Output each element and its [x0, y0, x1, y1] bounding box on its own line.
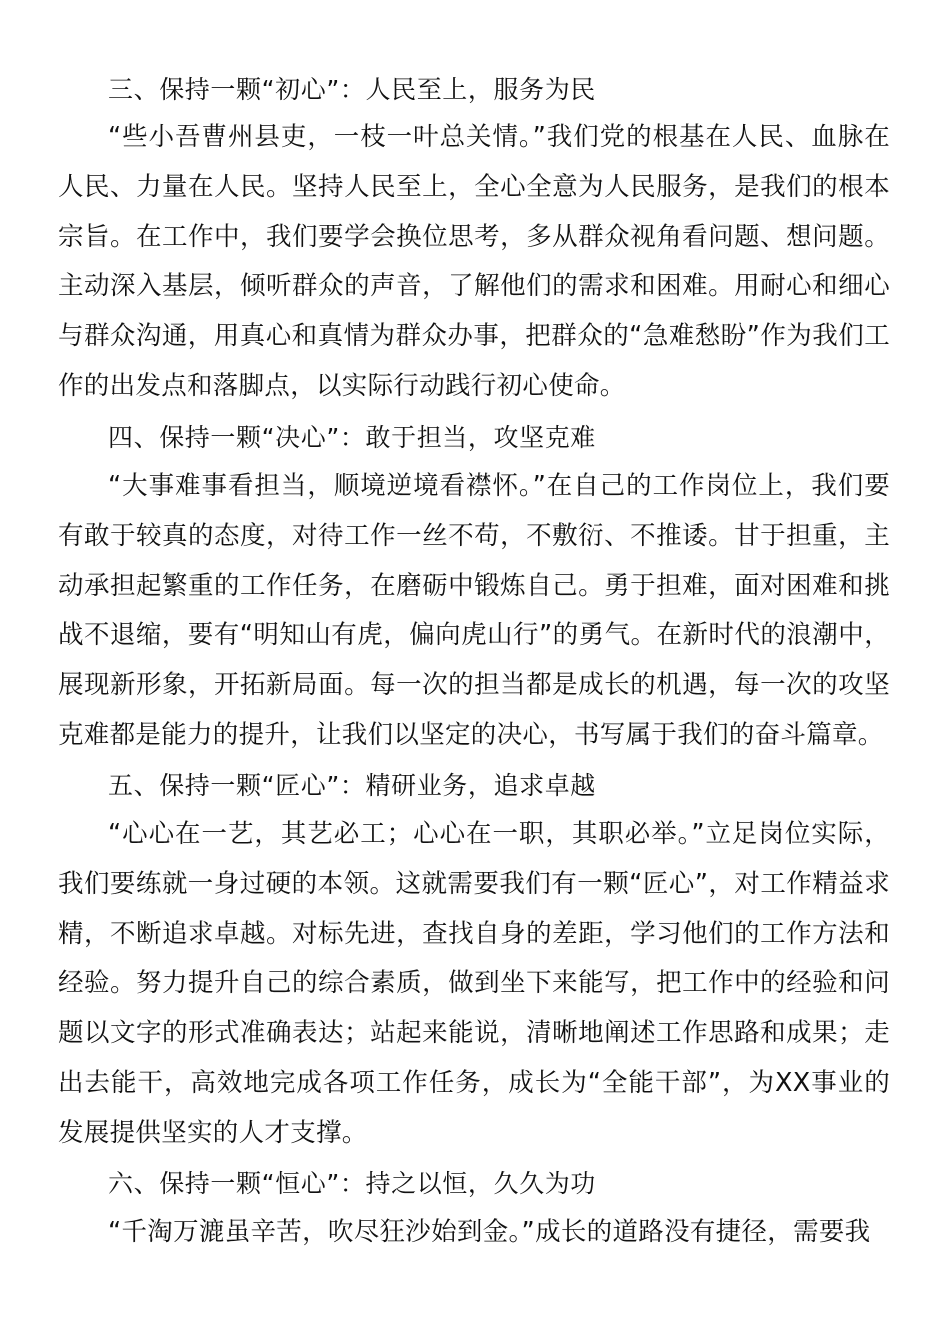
section-heading-5: 五、保持一颗“匠心”：精研业务，追求卓越	[108, 771, 596, 800]
section-paragraph-4: “大事难事看担当，顺境逆境看襟怀。”在自己的工作岗位上，我们要有敢于较真的态度，对待工作一丝不苟，不敷衍、不推诿。甘于担重，主动承担起繁重的工作任务，在磨砺中锻炼自己。勇于担难，面对困难和挑战不退缩，要有“明知山有虎，偏向虎山行”的勇气。在新时代的浪潮中，展现新形象，开拓新局面。每一次的担当都是成长的机遇，每一次的攻坚克难都是能力的提升，让我们以坚定的决心，书写属于我们的奋斗篇章。	[58, 471, 890, 750]
section-paragraph-5: “心心在一艺，其艺必工；心心在一职，其职必举。”立足岗位实际，我们要练就一身过硬的本领。这就需要我们有一颗“匠心”，对工作精益求精，不断追求卓越。对标先进，查找自身的差距，学习他们的工作方法和经验。努力提升自己的综合素质，做到坐下来能写，把工作中的经验和问题以文字的形式准确表达；站起来能说，清晰地阐述工作思路和成果；走出去能干，高效地完成各项工作任务，成长为“全能干部”，为XX事业的发展提供坚实的人才支撑。	[58, 819, 890, 1148]
section-heading-4: 四、保持一颗“决心”：敢于担当，攻坚克难	[108, 423, 596, 452]
section-paragraph-6: “千淘万漉虽辛苦，吹尽狂沙始到金。”成长的道路没有捷径，需要我	[108, 1217, 871, 1247]
section-paragraph-3: “些小吾曹州县吏，一枝一叶总关情。”我们党的根基在人民、血脉在人民、力量在人民。坚持人民至上，全心全意为人民服务，是我们的根本宗旨。在工作中，我们要学会换位思考，多从群众视角看问题、想问题。主动深入基层，倾听群众的声音，了解他们的需求和困难。用耐心和细心与群众沟通，用真心和真情为群众办事，把群众的“急难愁盼”作为我们工作的出发点和落脚点，以实际行动践行初心使命。	[58, 122, 890, 401]
section-heading-3: 三、保持一颗“初心”：人民至上，服务为民	[108, 75, 596, 104]
section-heading-6: 六、保持一颗“恒心”：持之以恒，久久为功	[108, 1169, 596, 1198]
